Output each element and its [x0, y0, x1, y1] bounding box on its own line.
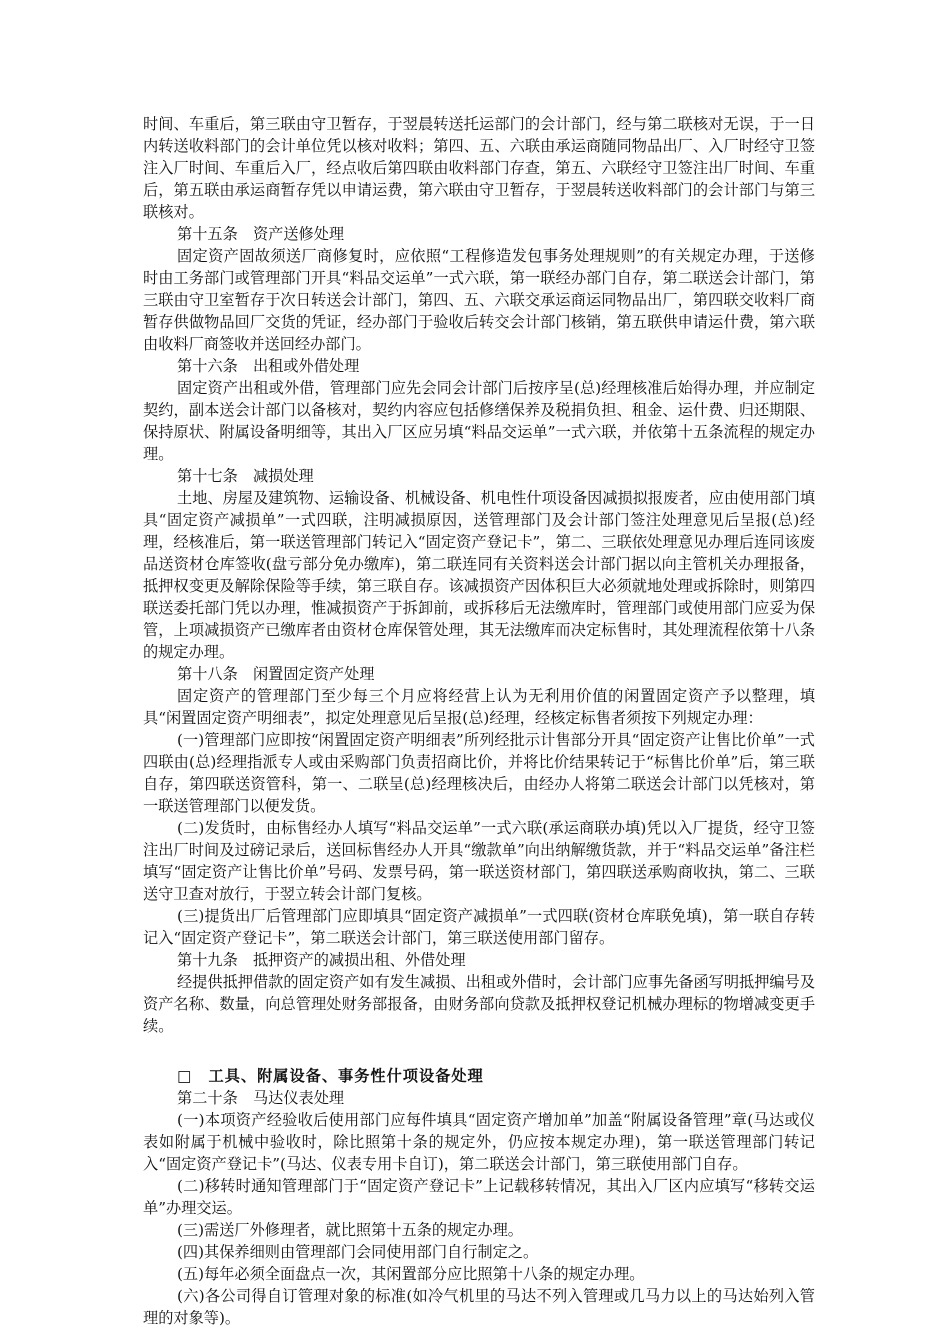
article-20-item-6: (六)各公司得自订管理对象的标准(如冷气机里的马达不列入管理或几马力以上的马达始列入管理的对象等)。: [143, 1287, 815, 1327]
section-title: □ 工具、附属设备、事务性什项设备处理: [177, 1067, 484, 1085]
document-page: [143, 113, 815, 1329]
paragraph-continuation: 时间、车重后，第三联由守卫暂存，于翌晨转送托运部门的会计部门，经与第二联核对无误，于一日内转送收料部门的会计单位凭以核对收料；第四、五、六联由承运商随同物品出厂、入厂时经守卫签注入厂时间、车重后入厂，经点收后第四联由收料部门存查，第五、六联经守卫签注出厂时间、车重后，第五联由承运商暂存凭以申请运费，第六联由守卫暂存，于翌晨转送收料部门的会计部门与第三联核对。: [143, 115, 815, 221]
article-19-heading: 第十九条 抵押资产的减损出租、外借处理: [177, 951, 466, 969]
article-20-item-3: (三)需送厂外修理者，就比照第十五条的规定办理。: [177, 1221, 523, 1239]
article-16-text: 固定资产出租或外借，管理部门应先会同会计部门后按序呈(总)经理核准后始得办理，并应制定契约，副本送会计部门以备核对，契约内容应包括修缮保养及税捐负担、租金、运什费、归还期限、保持原状、附属设备明细等，其出入厂区应另填“料品交运单”一式六联，并依第十五条流程的规定办理。: [143, 379, 815, 463]
article-18-item-3: (三)提货出厂后管理部门应即填具“固定资产减损单”一式四联(资材仓库联免填)，第一联自存转记入“固定资产登记卡”，第二联送会计部门，第三联送使用部门留存。: [143, 907, 815, 947]
article-18-item-2: (二)发货时，由标售经办人填写“料品交运单”一式六联(承运商联办填)凭以入厂提货，经守卫签注出厂时间及过磅记录后，送回标售经办人开具“缴款单”向出纳解缴货款，并于“料品交运单”备注栏填写“固定资产让售比价单”号码、发票号码，第一联送资材部门，第四联送承购商收执，第二、三联送守卫查对放行，于翌立转会计部门复核。: [143, 819, 815, 903]
article-16-heading: 第十六条 出租或外借处理: [177, 357, 360, 375]
article-20-item-5: (五)每年必须全面盘点一次，其闲置部分应比照第十八条的规定办理。: [177, 1265, 645, 1283]
article-19-text: 经提供抵押借款的固定资产如有发生减损、出租或外借时，会计部门应事先备函写明抵押编号及资产名称、数量，向总管理处财务部报备，由财务部向贷款及抵押权登记机械办理标的物增减变更手续。: [143, 973, 815, 1035]
article-20-item-2: (二)移转时通知管理部门于“固定资产登记卡”上记载移转情况，其出入厂区内应填写“移转交运单”办理交运。: [143, 1177, 815, 1217]
article-15-heading: 第十五条 资产送修处理: [177, 225, 345, 243]
article-20-item-1: (一)本项资产经验收后使用部门应每件填具“固定资产增加单”加盖“附属设备管理”章(马达或仪表如附属于机械中验收时，除比照第十条的规定外，仍应按本规定办理)，第一联送管理部门转记入“固定资产登记卡”(马达、仪表专用卡自订)，第二联送会计部门，第三联使用部门自存。: [143, 1111, 815, 1173]
article-18-text: 固定资产的管理部门至少每三个月应将经营上认为无利用价值的闲置固定资产予以整理，填具“闲置固定资产明细表”，拟定处理意见后呈报(总)经理，经核定标售者须按下列规定办理：: [143, 687, 815, 727]
article-18-item-1: (一)管理部门应即按“闲置固定资产明细表”所列经批示计售部分开具“固定资产让售比价单”一式四联由(总)经理指派专人或由采购部门负责招商比价，并将比价结果转记于“标售比价单”后，第三联自存，第四联送资管科，第一、二联呈(总)经理核决后，由经办人将第二联送会计部门以凭核对，第一联送管理部门以便发货。: [143, 731, 815, 815]
article-15-text: 固定资产固故须送厂商修复时，应依照“工程修造发包事务处理规则”的有关规定办理，于送修时由工务部门或管理部门开具“料品交运单”一式六联，第一联经办部门自存，第二联送会计部门，第三联由守卫室暂存于次日转送会计部门，第四、五、六联交承运商运同物品出厂，第四联交收料厂商暂存供做物品回厂交货的凭证，经办部门于验收后转交会计部门核销，第五联供申请运什费，第六联由收料厂商签收并送回经办部门。: [143, 247, 815, 353]
article-18-heading: 第十八条 闲置固定资产处理: [177, 665, 375, 683]
article-17-text: 土地、房屋及建筑物、运输设备、机械设备、机电性什项设备因减损拟报废者，应由使用部门填具“固定资产减损单”一式四联，注明减损原因，送管理部门及会计部门签注处理意见后呈报(总)经理，经核准后，第一联送管理部门转记入“固定资产登记卡”，第二、三联依处理意见办理后连同该废品送资材仓库签收(盘亏部分免办缴库)，第二联连同有关资料送会计部门据以向主管机关办理报备，抵押权变更及解除保险等手续，第三联自存。该减损资产因体积巨大必须就地处理或拆除时，则第四联送委托部门凭以办理，惟减损资产于拆卸前，或拆移后无法缴库时，管理部门或使用部门应妥为保管，上项减损资产已缴库者由资材仓库保管处理，其无法缴库而决定标售时，其处理流程依第十八条的规定办理。: [143, 489, 815, 661]
article-17-heading: 第十七条 减损处理: [177, 467, 314, 485]
article-20-item-4: (四)其保养细则由管理部门会同使用部门自行制定之。: [177, 1243, 539, 1261]
article-20-heading: 第二十条 马达仪表处理: [177, 1089, 345, 1107]
